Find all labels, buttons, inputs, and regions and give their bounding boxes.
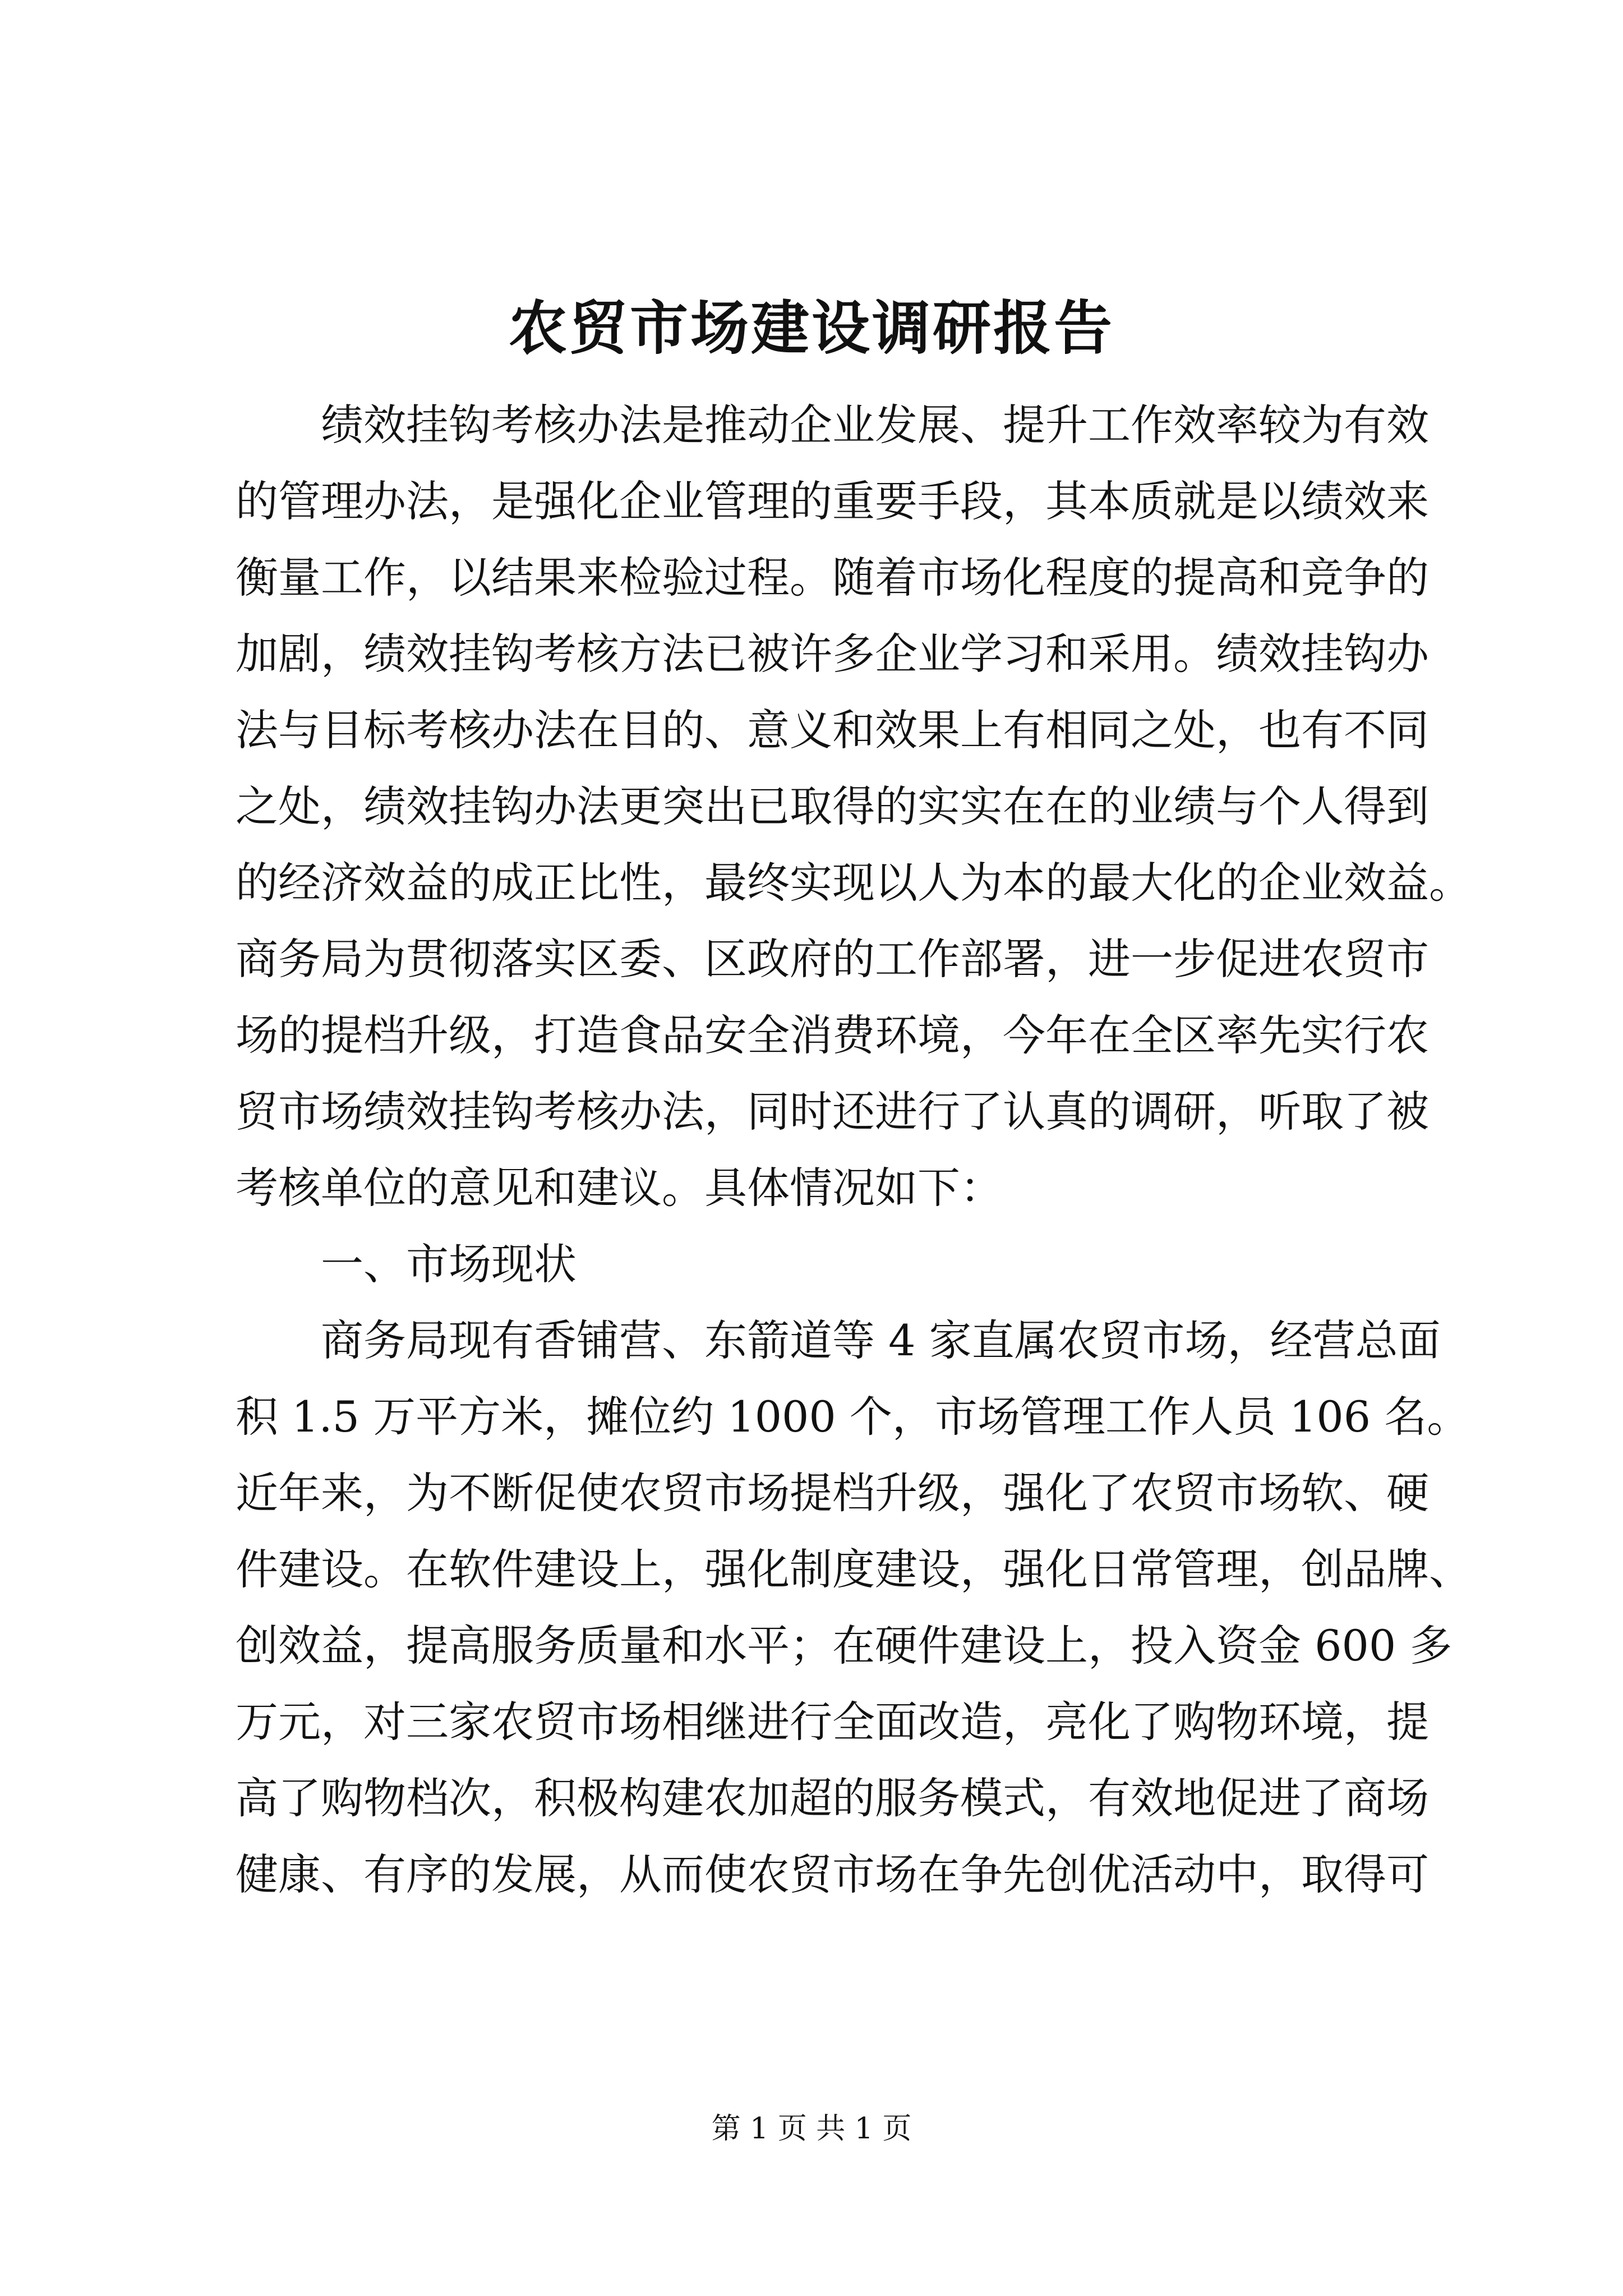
text-line: 法与目标考核办法在目的、意义和效果上有相同之处，也有不同 — [236, 705, 1429, 755]
text-line: 件建设。在软件建设上，强化制度建设，强化日常管理，创品牌、 — [236, 1544, 1472, 1594]
text-line: 的管理办法，是强化企业管理的重要手段，其本质就是以绩效来 — [236, 476, 1429, 526]
page-footer: 第 1 页 共 1 页 — [711, 2112, 912, 2146]
text-line: 高了购物档次，积极构建农加超的服务模式，有效地促进了商场 — [236, 1773, 1429, 1823]
document-title: 农贸市场建设调研报告 — [508, 293, 1114, 362]
text-line: 之处，绩效挂钩办法更突出已取得的实实在在的业绩与个人得到 — [236, 781, 1429, 831]
text-line: 加剧，绩效挂钩考核方法已被许多企业学习和采用。绩效挂钩办 — [236, 629, 1429, 679]
text-line: 场的提档升级，打造食品安全消费环境，今年在全区率先实行农 — [236, 1010, 1429, 1060]
section-heading: 一、市场现状 — [321, 1239, 577, 1289]
text-line: 商务局现有香铺营、东箭道等 4 家直属农贸市场，经营总面 — [321, 1315, 1441, 1365]
text-line: 商务局为贯彻落实区委、区政府的工作部署，进一步促进农贸市 — [236, 934, 1429, 984]
text-line: 贸市场绩效挂钩考核办法，同时还进行了认真的调研，听取了被 — [236, 1087, 1429, 1137]
text-line: 近年来，为不断促使农贸市场提档升级，强化了农贸市场软、硬 — [236, 1468, 1429, 1518]
text-line: 的经济效益的成正比性，最终实现以人为本的最大化的企业效益。 — [236, 858, 1472, 908]
text-line: 考核单位的意见和建议。具体情况如下： — [236, 1163, 1003, 1213]
text-line: 衡量工作，以结果来检验过程。随着市场化程度的提高和竞争的 — [236, 553, 1429, 602]
text-line: 积 1.5 万平方米，摊位约 1000 个，市场管理工作人员 106 名。 — [236, 1392, 1470, 1442]
document-body — [236, 387, 1472, 1913]
text-line: 绩效挂钩考核办法是推动企业发展、提升工作效率较为有效 — [321, 400, 1429, 450]
text-line: 健康、有序的发展，从而使农贸市场在争先创优活动中，取得可 — [236, 1849, 1429, 1899]
text-line: 万元，对三家农贸市场相继进行全面改造，亮化了购物环境，提 — [236, 1697, 1429, 1747]
text-line: 创效益，提高服务质量和水平；在硬件建设上，投入资金 600 多 — [236, 1621, 1453, 1671]
